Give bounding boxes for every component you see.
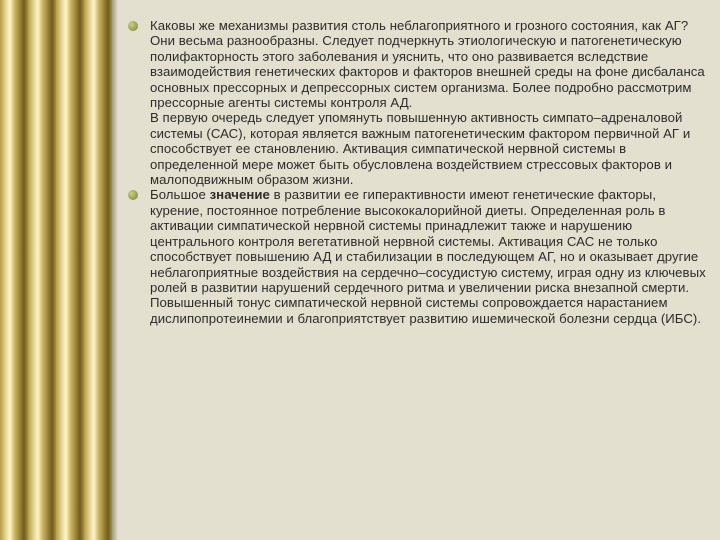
paragraph-genetic-factors	[150, 187, 708, 326]
paragraph-mechanisms: Каковы же механизмы развития столь неблагоприятного и грозного состояния, как АГ? Они весьма разнообразны. Следует подчеркнуть этиологическую и патогенетическую полифакторность этого заболевания и уяснить, что оно развивается вследствие взаимодействия генетических факторов и факторов внешней среды на фоне дисбаланса основных прессорных и депрессорных систем организма. Более подробно рассмотрим прессорные агенты системы контроля АД.	[150, 18, 705, 111]
text-before: Большое	[150, 187, 210, 203]
slide-body	[128, 18, 708, 326]
bullet-icon	[128, 190, 138, 200]
bullet-icon	[128, 21, 138, 31]
curtain-shadow	[112, 0, 118, 540]
bullet-item-2	[128, 187, 708, 326]
paragraph-sas-activity: В первую очередь следует упомянуть повышенную активность симпато–адреналовой системы (САС), которая является важным патогенетическим фактором первичной АГ и способствует ее становлению. Активация симпатической нервной системы в определенной мере может быть обусловлена воздействием стрессовых факторов и малоподвижным образом жизни.	[150, 110, 691, 188]
bullet-item-1	[128, 18, 708, 187]
highlighted-word: значение	[209, 187, 270, 203]
text-after: в развитии ее гиперактивности имеют генетические факторы, курение, постоянное потребление высококалорийной диеты. Определенная роль в активации симпатической нервной системы принадлежит также и нарушению центрального контроля вегетативной нервной системы. Активация САС не только способствует повышению АД и стабилизации в последующем АГ, но и оказывает другие неблагоприятные воздействия на сердечно–сосудистую систему, играя одну из ключевых ролей в развитии нарушений сердечного ритма и увеличении риска внезапной смерти. Повышенный тонус симпатической нервной системы сопровождается нарастанием дислипопротеинемии и благоприятствует развитию ишемической болезни сердца (ИБС).	[150, 187, 706, 326]
gold-curtain-decoration	[0, 0, 112, 540]
